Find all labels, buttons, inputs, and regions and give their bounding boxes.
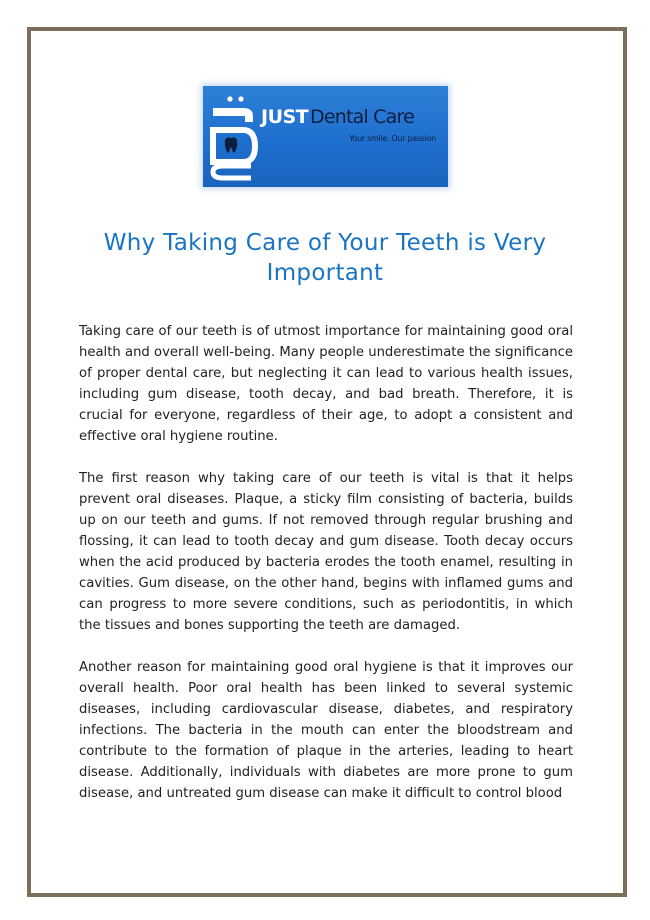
article-paragraph: Another reason for maintaining good oral hygiene is that it improves our overall health. Poor oral health has been linked to several systemic diseases, including cardiovascular disease, diabetes, and respiratory infections. The bacteria in the mouth can enter the bloodstream and contribute to the formation of plaque in the arteries, leading to heart disease. Additionally, individuals with diabetes are more prone to gum disease, and untreated gum disease can make it difficult to control blood (79, 660, 573, 801)
article-body (79, 321, 573, 825)
article-paragraph: Taking care of our teeth is of utmost importance for maintaining good oral health and overall well-being. Many people underestimate the significance of proper dental care, but neglecting it can lead to various health issues, including gum disease, tooth decay, and bad breath. Therefore, it is crucial for everyone, regardless of their age, to adopt a consistent and effective oral hygiene routine. (79, 324, 573, 444)
company-logo (203, 86, 448, 187)
article-paragraph: The first reason why taking care of our teeth is vital is that it helps prevent oral diseases. Plaque, a sticky film consisting of bacteria, builds up on our teeth and gums. If not removed through regular brushing and flossing, it can lead to tooth decay and gum disease. Tooth decay occurs when the acid produced by bacteria erodes the tooth enamel, resulting in cavities. Gum disease, on the other hand, begins with inflamed gums and can progress to more severe conditions, such as periodontitis, in which the tissues and bones supporting the teeth are damaged. (79, 471, 573, 633)
logo-brand-dental-care: Dental Care (310, 106, 414, 128)
logo-tagline: Your smile. Our passion (349, 134, 436, 143)
logo-brand-just: JUST (261, 106, 309, 128)
article-title: Why Taking Care of Your Teeth is Very Important (103, 230, 547, 286)
